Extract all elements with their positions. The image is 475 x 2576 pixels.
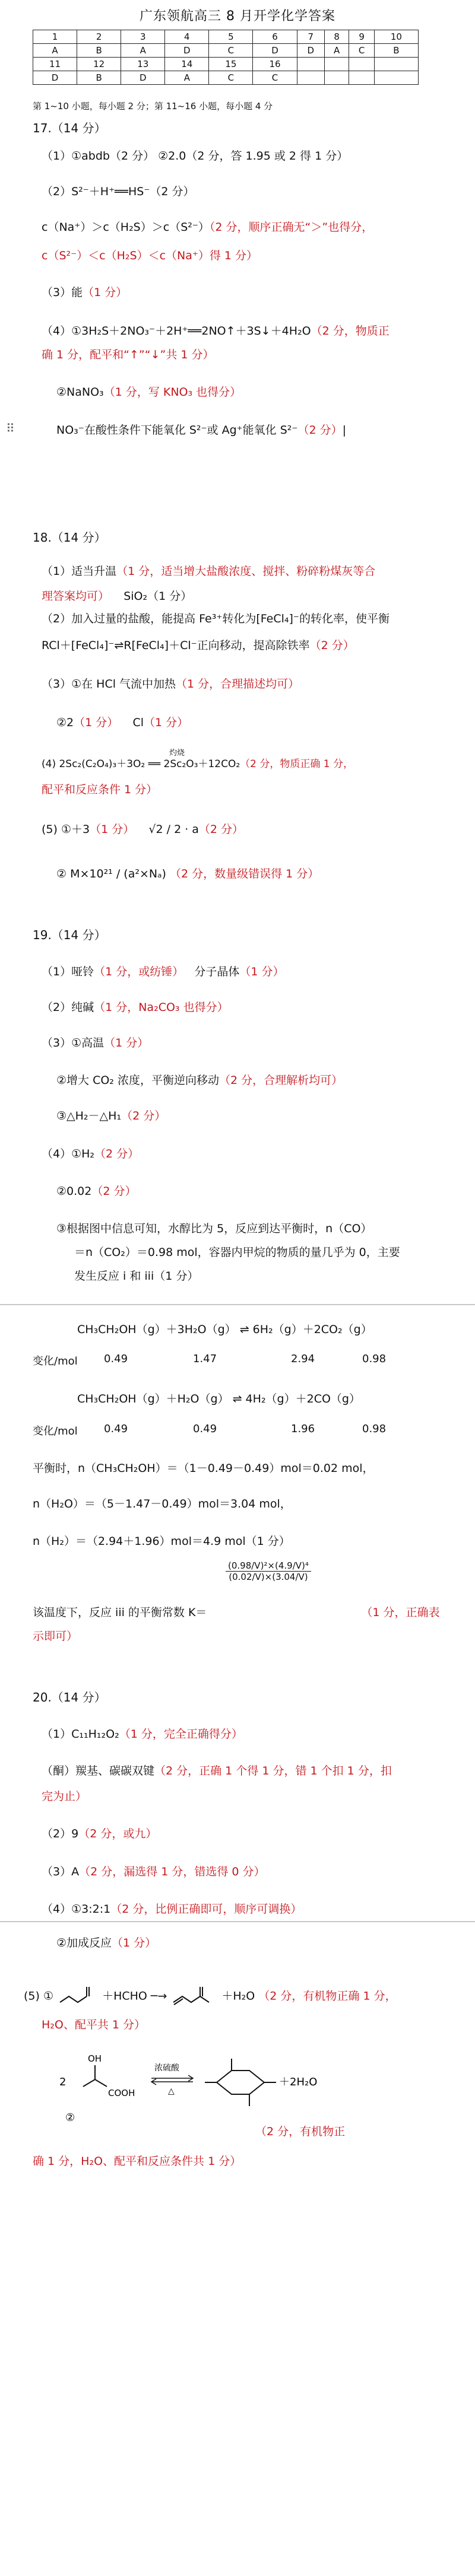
q18-line: （2）加入过量的盐酸，能提高 Fe³⁺转化为[FeCl₄]⁻的转化率，使平衡: [42, 612, 390, 625]
water-product: ＋2H₂O: [279, 2076, 318, 2088]
eq-change-label: 变化/mol: [33, 1355, 78, 1367]
q20-line: （酮）羰基、碳碳双键（2 分，正确 1 个得 1 分，错 1 个扣 1 分，扣: [42, 1764, 392, 1777]
equation: CH₃CH₂OH（g）＋H₂O（g） ⇌ 4H₂（g）＋2CO（g）: [77, 1392, 360, 1405]
q17-line: （2）S²⁻＋H⁺══HS⁻（2 分）: [42, 185, 195, 198]
eq-value: 0.49: [104, 1353, 128, 1365]
eq-value: 1.96: [291, 1423, 315, 1435]
text-cursor: |: [342, 424, 346, 437]
q19-calc: n（H₂）＝（2.94＋1.96）mol＝4.9 mol（1 分）: [33, 1535, 290, 1548]
page-break: [0, 1921, 475, 1922]
q18-line: (5) ①＋3（1 分） √2 / 2 · a（2 分）: [42, 823, 244, 836]
q17-line: ②NaNO₃（1 分，写 KNO₃ 也得分）: [56, 386, 242, 399]
q19-k-label: 该温度下，反应 iii 的平衡常数 K＝ （1 分，正确表: [33, 1606, 440, 1619]
reaction-condition: 灼烧: [169, 749, 185, 758]
q20-line: （4）①3:2:1（2 分，比例正确即可，顺序可调换）: [42, 1903, 302, 1916]
q17-line: c（S²⁻）＜c（H₂S）＜c（Na⁺）得 1 分）: [42, 249, 258, 262]
q20-line: H₂O、配平共 1 分）: [42, 2018, 146, 2031]
q20-line: （2）9（2 分，或九）: [42, 1827, 157, 1840]
table-row: A B A D C D D A C B: [33, 44, 419, 58]
q19-line: ③△H₂－△H₁（2 分）: [56, 1109, 166, 1122]
coefficient-label: 2: [59, 2076, 66, 2088]
q19-line: 发生反应 i 和 iii（1 分）: [74, 1270, 199, 1283]
q20-line: （3）A（2 分，漏选得 1 分，错选得 0 分）: [42, 1865, 265, 1878]
q17-line: NO₃⁻在酸性条件下能氧化 S²⁻或 Ag⁺能氧化 S²⁻（2 分）|: [56, 424, 346, 437]
answer-table: [33, 30, 419, 85]
table-note: 第 1~10 小题，每小题 2 分；第 11~16 小题，每小题 4 分: [33, 101, 273, 112]
q19-line: ②0.02（2 分）: [56, 1185, 137, 1198]
cooh-label: COOH: [108, 2088, 135, 2098]
q17-heading: 17.（14 分）: [33, 121, 106, 135]
q18-line: (4) 2Sc₂(C₂O₄)₃＋3O₂ ══ 2Sc₂O₃＋12CO₂（2 分，物质正确 1 分，: [42, 758, 354, 770]
cyclohexanone-structure: [57, 1985, 99, 2008]
q18-line: （3）①在 HCl 气流中加热（1 分，合理描述均可）: [42, 678, 300, 691]
eq-change-label: 变化/mol: [33, 1425, 78, 1438]
q18-heading: 18.（14 分）: [33, 530, 106, 545]
k-expression: $\frac{\text{(0.98/V)²×(4.9/V)⁴}}{(0.02/V)\times(3.04/V)}$: [226, 1560, 311, 1582]
q18-line: ② M×10²¹ / (a²×Nₐ) （2 分，数量级错误得 1 分）: [56, 867, 319, 880]
table-row: 11 12 13 14 15 16: [33, 58, 419, 71]
q19-calc: n（H₂O）＝（5－1.47－0.49）mol＝3.04 mol，: [33, 1497, 292, 1510]
lactic-acid-to-lactide: [53, 2050, 410, 2162]
sub-item-marker: ②: [65, 2111, 75, 2124]
eq-value: 0.49: [104, 1423, 128, 1435]
q18-line: 理答案均可） SiO₂（1 分）: [42, 590, 192, 603]
q18-line: ②2（1 分） Cl（1 分）: [56, 716, 189, 729]
q20-line: （2 分，有机物正: [255, 2125, 346, 2138]
eq-value: 1.47: [193, 1353, 217, 1365]
q18-line: （1）适当升温（1 分，适当增大盐酸浓度、搅拌、粉碎粉煤灰等合: [42, 565, 376, 578]
page-title: 广东领航高三 8 月开学化学答案: [140, 9, 335, 24]
q20-reaction: (5) ① ＋HCHO ─→ ＋H₂O （2 分，有机物正确 1 分，: [24, 1985, 451, 2008]
q19-line: ＝n（CO₂）＝0.98 mol，容器内甲烷的物质的量几乎为 0，主要: [74, 1246, 400, 1259]
equation: CH₃CH₂OH（g）＋3H₂O（g） ⇌ 6H₂（g）＋2CO₂（g）: [77, 1323, 372, 1336]
q20-line: 完为止）: [42, 1790, 87, 1803]
q18-line: 配平和反应条件 1 分）: [42, 783, 158, 796]
q19-line: （1）哑铃（1 分，或纺锤） 分子晶体（1 分）: [42, 965, 284, 978]
q19-line: （4）①H₂（2 分）: [42, 1147, 140, 1160]
eq-value: 0.49: [193, 1423, 217, 1435]
q19-line: （3）①高温（1 分）: [42, 1036, 149, 1050]
q19-line: （2）纯碱（1 分，Na₂CO₃ 也得分）: [42, 1001, 229, 1014]
enone-structure: [170, 1985, 218, 2008]
reaction-condition: 浓硫酸: [154, 2063, 179, 2073]
q19-line: 示即可）: [33, 1630, 78, 1643]
q19-calc: 平衡时，n（CH₃CH₂OH）＝（1－0.49－0.49）mol＝0.02 mol，: [33, 1462, 374, 1475]
q20-line: （1）C₁₁H₁₂O₂（1 分，完全正确得分）: [42, 1728, 243, 1741]
oh-label: OH: [88, 2053, 102, 2064]
q18-line: RCl＋[FeCl₄]⁻⇌R[FeCl₄]＋Cl⁻正向移动，提高除铁率（2 分）: [42, 639, 354, 652]
eq-value: 2.94: [291, 1353, 315, 1365]
q20-heading: 20.（14 分）: [33, 1690, 106, 1704]
q20-line: ②加成反应（1 分）: [56, 1936, 157, 1950]
table-row: D B D A C C: [33, 71, 419, 85]
q17-line: 确 1 分，配平和“↑”“↓”共 1 分）: [42, 348, 214, 361]
q20-line: 确 1 分，H₂O、配平和反应条件共 1 分）: [33, 2155, 242, 2168]
q19-line: ③根据图中信息可知，水醇比为 5，反应到达平衡时，n（CO）: [56, 1222, 372, 1235]
esterification-diagram: [53, 2050, 410, 2162]
q19-heading: 19.（14 分）: [33, 928, 106, 942]
heat-symbol: △: [168, 2087, 175, 2096]
q17-line: c（Na⁺）＞c（H₂S）＞c（S²⁻）（2 分，顺序正确无“＞”也得分，: [42, 221, 373, 234]
q19-line: ②增大 CO₂ 浓度，平衡逆向移动（2 分，合理解析均可）: [56, 1074, 343, 1087]
table-row: 1 2 3 4 5 6 7 8 9 10: [33, 30, 419, 44]
q17-line: （3）能（1 分）: [42, 286, 128, 299]
q17-line: （4）①3H₂S＋2NO₃⁻＋2H⁺══2NO↑＋3S↓＋4H₂O（2 分，物质正: [42, 325, 390, 338]
q17-line: （1）①abdb（2 分） ②2.0（2 分，答 1.95 或 2 得 1 分）: [42, 150, 349, 163]
drag-handle-icon[interactable]: ⠿: [6, 421, 15, 435]
eq-value: 0.98: [362, 1353, 387, 1365]
eq-value: 0.98: [362, 1423, 387, 1435]
page-break: [0, 1304, 475, 1305]
